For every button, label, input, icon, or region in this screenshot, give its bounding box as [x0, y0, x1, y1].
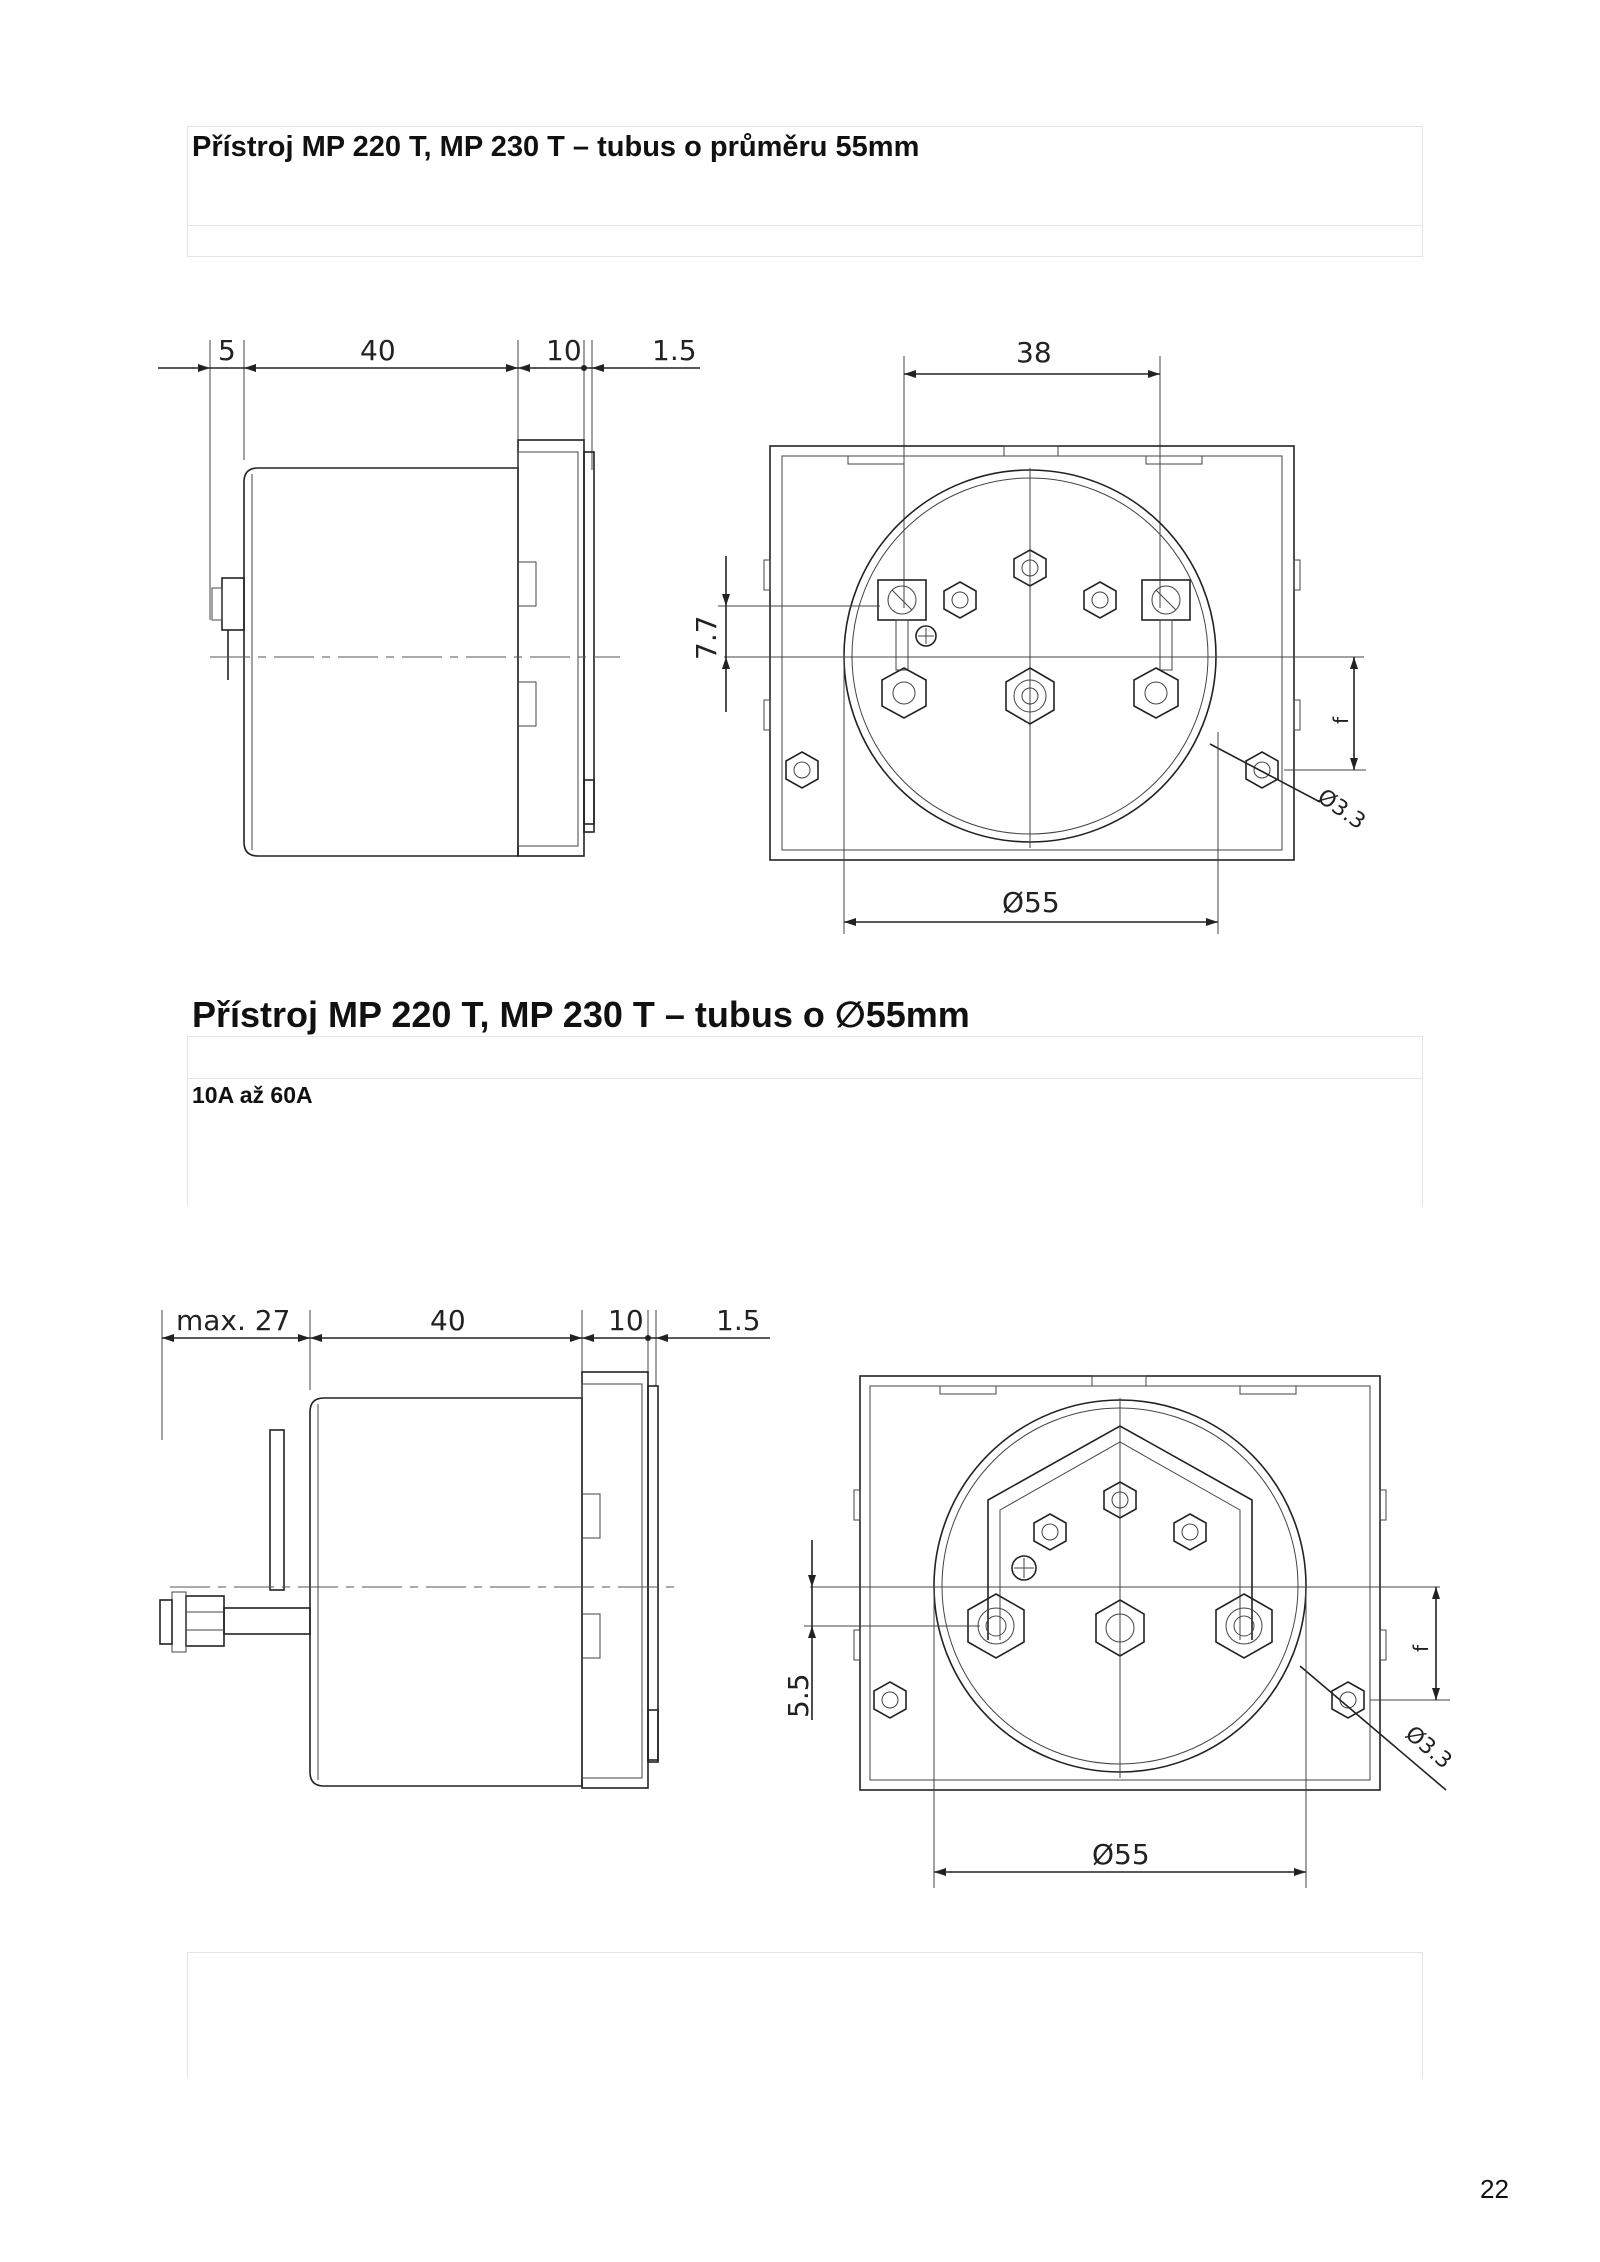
drawing1-side-view — [158, 334, 700, 856]
d1-front-dim-7-7: 7.7 — [690, 615, 723, 660]
d1-front-dim-38: 38 — [1016, 336, 1052, 369]
d1-front-dim-hole: Ø3.3 — [1312, 784, 1370, 835]
d2-side-dim-1-5: 1.5 — [716, 1304, 761, 1337]
d2-side-dim-10: 10 — [608, 1304, 644, 1337]
d2-front-dim-55: Ø55 — [1092, 1838, 1150, 1871]
d2-front-dim-f: f — [1409, 1644, 1433, 1652]
drawing2-side-view — [160, 1304, 770, 1788]
d2-front-dim-5-5: 5.5 — [782, 1673, 815, 1718]
d2-side-dim-max27: max. 27 — [176, 1304, 291, 1337]
d2-front-dim-hole: Ø3.3 — [1400, 1721, 1457, 1775]
section2-subtitle: 10A až 60A — [192, 1082, 313, 1108]
d2-side-dim-40: 40 — [430, 1304, 466, 1337]
d1-side-dim-1-5: 1.5 — [652, 334, 697, 367]
d1-side-dim-5: 5 — [218, 334, 236, 367]
section1-title: Přístroj MP 220 T, MP 230 T – tubus o průměru 55mm — [192, 131, 920, 163]
drawing1-front-view — [690, 336, 1370, 934]
section2-title: Přístroj MP 220 T, MP 230 T – tubus o ∅55mm — [192, 994, 970, 1035]
d1-front-dim-f: f — [1329, 716, 1353, 724]
d1-side-dim-10: 10 — [546, 334, 582, 367]
d1-front-dim-55: Ø55 — [1002, 886, 1060, 919]
drawing2-front-view — [782, 1376, 1456, 1888]
d1-side-dim-40: 40 — [360, 334, 396, 367]
page-number: 22 — [1480, 2174, 1509, 2204]
